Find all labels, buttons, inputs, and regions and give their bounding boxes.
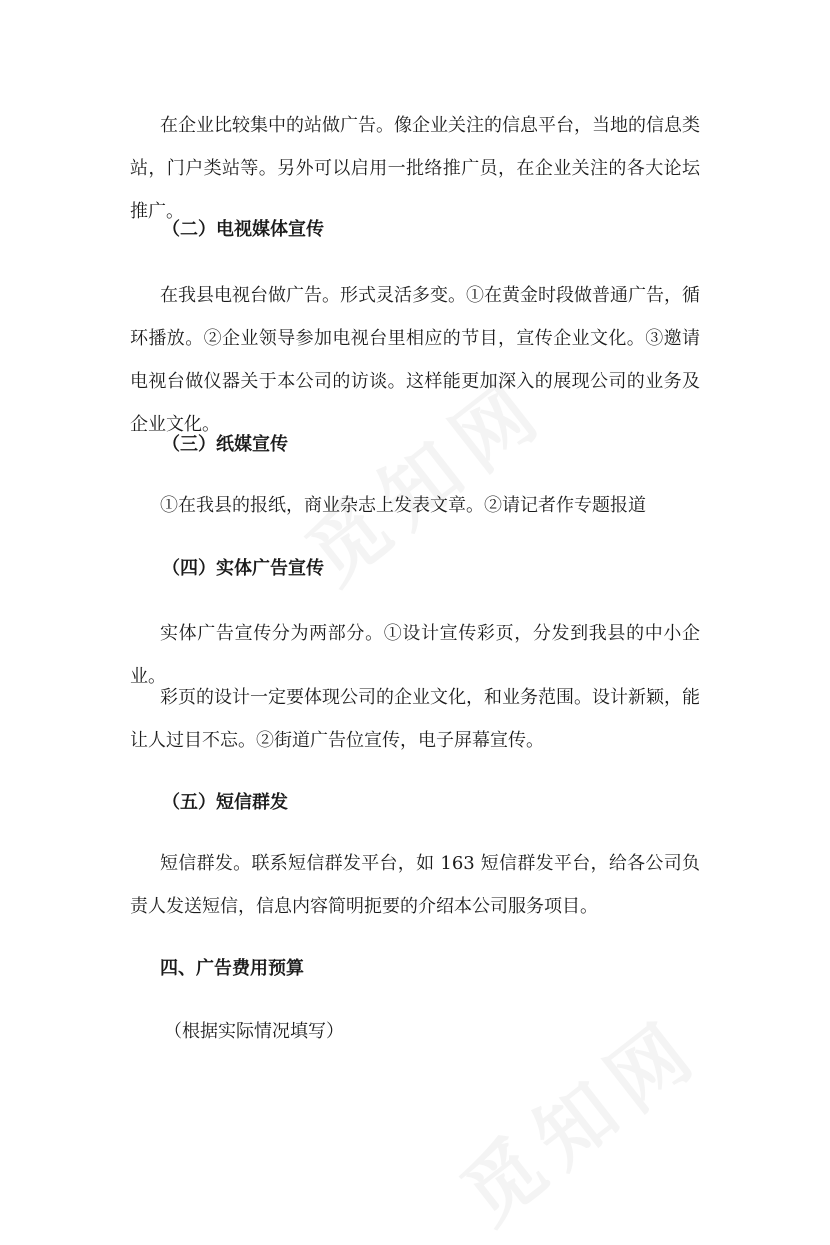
paragraph-brochure-design: 彩页的设计一定要体现公司的企业文化，和业务范围。设计新颖，能让人过目不忘。②街道广告位宣传，电子屏幕宣传。 xyxy=(130,687,700,751)
heading-tv-media: （二）电视媒体宣传 xyxy=(162,219,324,240)
heading-budget: 四、广告费用预算 xyxy=(160,958,304,979)
paragraph-web-ads: 在企业比较集中的站做广告。像企业关注的信息平台，当地的信息类站，门户类站等。另外可以启用一批络推广员，在企业关注的各大论坛推广。 xyxy=(130,115,700,222)
heading-sms: （五）短信群发 xyxy=(162,792,288,813)
paragraph-physical-ads: 实体广告宣传分为两部分。①设计宣传彩页，分发到我县的中小企业。 xyxy=(130,623,700,687)
heading-physical-ads: （四）实体广告宣传 xyxy=(162,558,324,579)
heading-print-media: （三）纸媒宣传 xyxy=(162,434,288,455)
budget-note: （根据实际情况填写） xyxy=(164,1021,344,1042)
watermark xyxy=(435,987,721,1245)
paragraph-print-ads: ①在我县的报纸，商业杂志上发表文章。②请记者作专题报道 xyxy=(160,495,646,516)
paragraph-tv-ads: 在我县电视台做广告。形式灵活多变。①在黄金时段做普通广告，循环播放。②企业领导参加电视台里相应的节目，宣传企业文化。③邀请电视台做仪器关于本公司的访谈。这样能更加深入的展现公司的业务及企业文化。 xyxy=(130,285,700,435)
paragraph-sms: 短信群发。联系短信群发平台，如 163 短信群发平台，给各公司负责人发送短信，信息内容简明扼要的介绍本公司服务项目。 xyxy=(130,853,700,917)
